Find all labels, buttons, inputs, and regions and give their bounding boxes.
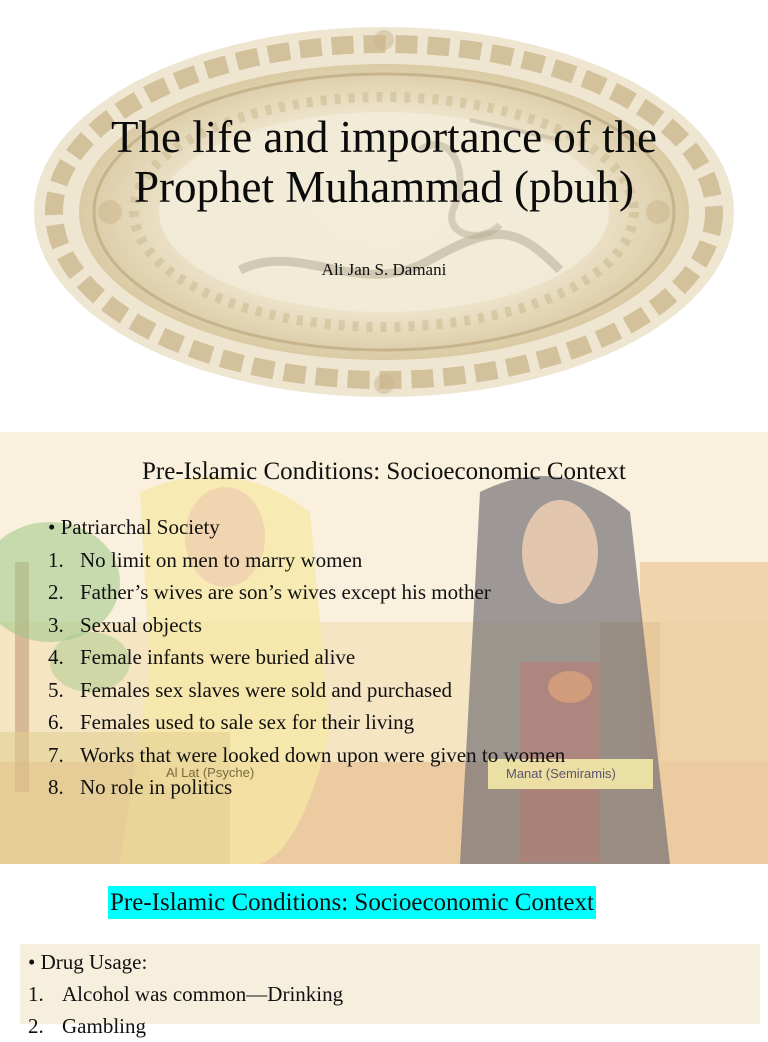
title-slide bbox=[0, 0, 768, 420]
title-line-2: Prophet Muhammad (pbuh) bbox=[134, 162, 634, 212]
list-item: 4. Female infants were buried alive bbox=[48, 645, 356, 669]
bullet-heading: • Patriarchal Society bbox=[48, 515, 220, 539]
list-item: 8. No role in politics bbox=[48, 775, 233, 799]
list-item: 5. Females sex slaves were sold and purchased bbox=[48, 677, 453, 702]
slide-3-heading-highlighted: Pre-Islamic Conditions: Socioeconomic Context bbox=[108, 886, 596, 919]
image-label-left: Al Lat (Psyche) bbox=[166, 765, 255, 780]
list-item: 1. No limit on men to marry women bbox=[48, 547, 363, 572]
title-line-1: The life and importance of the bbox=[110, 112, 658, 162]
slide-3-bullet-list bbox=[28, 946, 343, 1042]
list-item: 7. Works that were looked down upon were given to women bbox=[48, 742, 566, 767]
slide-2-bullet-list bbox=[48, 511, 748, 804]
slide-2-heading: Pre-Islamic Conditions: Socioeconomic Context bbox=[142, 458, 626, 485]
author-name: Ali Jan S. Damani bbox=[321, 260, 447, 279]
bullet-heading: • Drug Usage: bbox=[28, 950, 148, 974]
list-item: 3. Sexual objects bbox=[48, 612, 202, 637]
image-label-right: Manat (Semiramis) bbox=[506, 766, 616, 781]
list-item: 2. Gambling bbox=[28, 1014, 146, 1038]
list-item: 1. Alcohol was common—Drinking bbox=[28, 982, 344, 1006]
list-item: 2. Father’s wives are son’s wives except his mother bbox=[48, 580, 491, 604]
slide-title bbox=[0, 112, 768, 212]
list-item: 6. Females used to sale sex for their living bbox=[48, 710, 415, 734]
